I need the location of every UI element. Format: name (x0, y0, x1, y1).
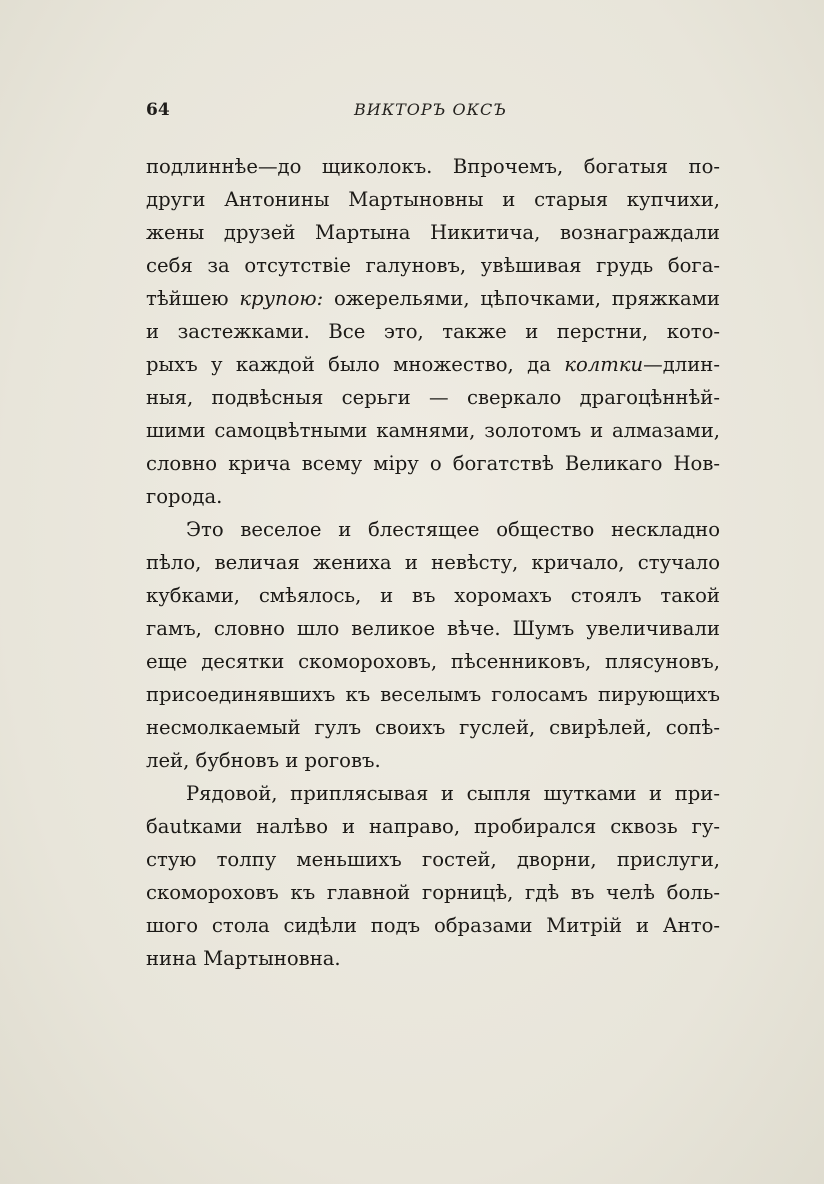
text-line: подлиннѣе—до щиколокъ. Впрочемъ, богатыя по- (146, 155, 720, 178)
page-number: 64 (146, 100, 170, 120)
text-line: себя за отсутствіе галуновъ, увѣшивая грудь бога- (146, 254, 720, 277)
text-line: присоединявшихъ къ веселымъ голосамъ пирующихъ (146, 683, 720, 706)
text-line: стую толпу меньшихъ гостей, дворни, прислуги, (146, 848, 720, 871)
text-line: други Антонины Мартыновны и старыя купчихи, (146, 188, 720, 211)
paragraph-2 (146, 513, 720, 777)
text-line: лей, бубновъ и роговъ. (146, 749, 381, 772)
paragraph-1 (146, 150, 720, 513)
text-line: шого стола сидѣли подъ образами Митрій и Анто- (146, 914, 720, 937)
text-line: жены друзей Мартына Никитича, вознаграждали (146, 221, 720, 244)
emphasized-word: крупою: (239, 287, 324, 310)
text-line: ныя, подвѣсныя серьги — сверкало драгоцѣннѣй- (146, 386, 720, 409)
text-line: еще десятки скомороховъ, пѣсенниковъ, плясуновъ, (146, 650, 720, 673)
text-line: бautками налѣво и направо, пробирался сквозь гу- (146, 815, 720, 838)
text-line: гамъ, словно шло великое вѣче. Шумъ увеличивали (146, 617, 720, 640)
text-line: словно крича всему міру о богатствѣ Великаго Нов- (146, 452, 720, 475)
body-text (146, 150, 720, 975)
paragraph-3 (146, 777, 720, 975)
text-segment: —длин- (643, 353, 720, 376)
text-line: пѣло, величая жениха и невѣсту, кричало, стучало (146, 551, 720, 574)
text-line: кубками, смѣялось, и въ хоромахъ стоялъ такой (146, 584, 720, 607)
text-line: шими самоцвѣтными камнями, золотомъ и алмазами, (146, 419, 720, 442)
emphasized-word: колтки (564, 353, 644, 376)
text-segment: тѣйшею (146, 287, 240, 310)
running-title: ВИКТОРЪ ОКСЪ (354, 100, 507, 119)
text-line: нина Мартыновна. (146, 947, 341, 970)
text-line: скомороховъ къ главной горницѣ, гдѣ въ челѣ боль- (146, 881, 720, 904)
text-line: несмолкаемый гулъ своихъ гуслей, свирѣлей, сопѣ- (146, 716, 720, 739)
text-line: и застежками. Все это, также и перстни, кото- (146, 320, 720, 343)
text-segment: рыхъ у каждой было множество, да (146, 353, 565, 376)
text-line: Рядовой, приплясывая и сыпля шутками и при- (186, 782, 720, 805)
text-line: Это веселое и блестящее общество нескладно (186, 518, 720, 541)
text-line (146, 282, 720, 315)
text-segment: ожерельями, цѣпочками, пряжками (323, 287, 720, 310)
page-header (146, 100, 720, 128)
text-line (146, 348, 720, 381)
text-line: города. (146, 485, 223, 508)
